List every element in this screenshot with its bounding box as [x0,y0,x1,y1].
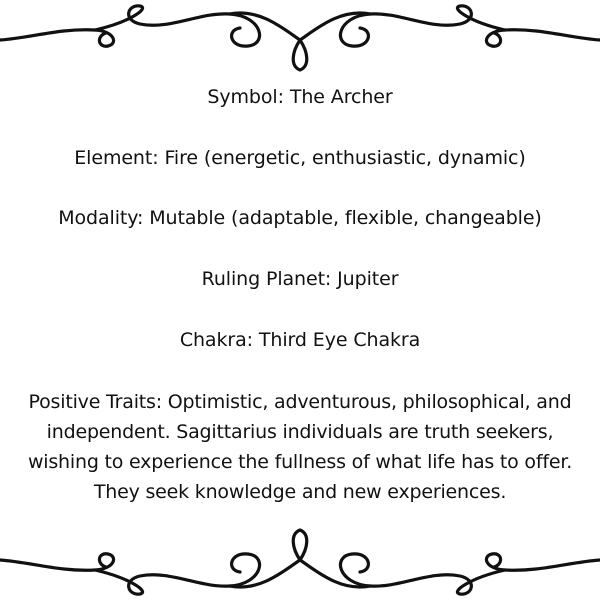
positive-traits-line-4: They seek knowledge and new experiences. [93,481,507,503]
positive-traits-line-1: Positive Traits: Optimistic, adventurous, philosophical, and [28,391,572,413]
chakra-line: Chakra: Third Eye Chakra [179,329,421,351]
element-line: Element: Fire (energetic, enthusiastic, dynamic) [74,147,526,169]
ruling-planet-line: Ruling Planet: Jupiter [201,268,399,290]
modality-line: Modality: Mutable (adaptable, flexible, changeable) [58,207,542,229]
positive-traits-line-3: wishing to experience the fullness of what life has to offer. [27,451,573,473]
positive-traits-paragraph [0,387,600,507]
symbol-line: Symbol: The Archer [207,86,393,108]
positive-traits-line-2: independent. Sagittarius individuals are truth seekers, [46,421,554,443]
top-flourish-ornament [0,0,600,80]
bottom-flourish-ornament [0,520,600,600]
